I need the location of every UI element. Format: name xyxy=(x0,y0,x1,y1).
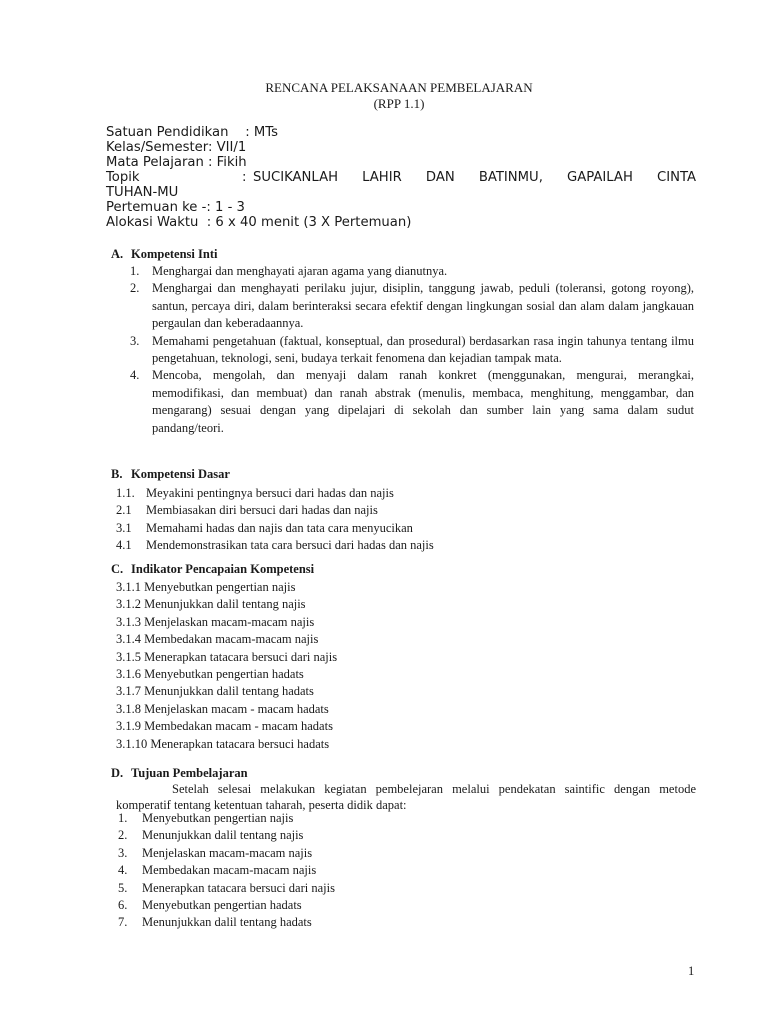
list-item-text: Menjelaskan macam-macam najis xyxy=(142,845,313,860)
list-item-text: Mencoba, mengolah, dan menyaji dalam ranah konkret (menggunakan, mengurai, merangkai, memodifikasi, dan membuat) dan ranah abstrak (menulis, membaca, menghitung, menggambar, dan mengarang) sesuai dengan yang dipelajari di sekolah dan sumber lain yang sama dalam sudut pandang/teori. xyxy=(152,368,694,435)
list-item-number: 4.1 xyxy=(116,537,132,552)
section-a-heading xyxy=(111,247,217,262)
list-item-text: Menghargai dan menghayati ajaran agama yang dianutnya. xyxy=(152,264,448,278)
list-item xyxy=(118,914,335,931)
list-item xyxy=(118,862,335,879)
list-item-text: Menyebutkan pengertian najis xyxy=(142,811,294,825)
list-item-text: Menunjukkan dalil tentang hadats xyxy=(142,915,312,930)
list-item-text: Menerapkan tatacara bersuci dari najis xyxy=(142,880,335,895)
section-b-letter: B. xyxy=(111,467,123,481)
list-item-number: 1. xyxy=(118,811,128,825)
section-a-list xyxy=(130,263,694,437)
list-item-number: 3.1 xyxy=(116,520,132,535)
list-item-number: 5. xyxy=(118,880,128,895)
identity-block xyxy=(106,125,696,230)
section-a-title: Kompetensi Inti xyxy=(131,247,218,261)
list-item-text: Menghargai dan menghayati perilaku jujur, disiplin, tanggung jawab, peduli (toleransi, gotong royong), santun, percaya diri, dalam berinteraksi secara efektif dengan lingkungan sosial dan alam dalam jangkauan pergaulan dan keberadaannya. xyxy=(152,281,694,331)
list-item: 3.1.1 Menyebutkan pengertian najis xyxy=(116,580,296,594)
identity-satuan: Satuan Pendidikan : MTs xyxy=(106,125,279,140)
list-item-text: Memahami hadas dan najis dan tata cara menyucikan xyxy=(146,520,413,535)
list-item xyxy=(118,880,335,897)
list-item: 3.1.3 Menjelaskan macam-macam najis xyxy=(116,614,315,629)
list-item-number: 1.1. xyxy=(116,486,135,500)
list-item-number: 2. xyxy=(130,281,140,296)
list-item xyxy=(130,367,694,437)
list-item xyxy=(116,537,434,554)
section-c-letter: C. xyxy=(111,562,124,576)
section-b-list xyxy=(116,485,434,554)
section-d-intro: Setelah selesai melakukan kegiatan pembelejaran melalui pendekatan saintific dengan metode komperatif tentang ketentuan taharah, peserta didik dapat: xyxy=(116,782,696,812)
list-item: 3.1.2 Menunjukkan dalil tentang najis xyxy=(116,597,306,612)
list-item-number: 4. xyxy=(118,863,128,878)
list-item-number: 2. xyxy=(118,828,128,843)
list-item-number: 1. xyxy=(130,264,140,278)
list-item: 3.1.10 Menerapkan tatacara bersuci hadats xyxy=(116,736,330,751)
list-item: 3.1.8 Menjelaskan macam - macam hadats xyxy=(116,701,329,716)
list-item xyxy=(118,845,335,862)
list-item-text: Membedakan macam-macam najis xyxy=(142,863,317,878)
topik-value: SUCIKANLAH LAHIR DAN BATINMU, GAPAILAH CINTA xyxy=(253,170,696,185)
section-b-heading xyxy=(111,467,230,482)
section-c-title: Indikator Pencapaian Kompetensi xyxy=(131,562,315,576)
list-item xyxy=(116,502,434,519)
list-item xyxy=(118,810,335,827)
section-d-title: Tujuan Pembelajaran xyxy=(131,766,248,780)
list-item-number: 6. xyxy=(118,898,128,913)
page-number: 1 xyxy=(688,964,695,978)
list-item xyxy=(130,263,694,280)
list-item-number: 3. xyxy=(118,845,128,860)
list-item xyxy=(130,333,694,368)
identity-alokasi: Alokasi Waktu : 6 x 40 menit (3 X Pertemuan) xyxy=(106,215,412,230)
topik-value-continued: TUHAN-MU xyxy=(106,185,179,200)
list-item xyxy=(116,485,434,502)
list-item-text: Membiasakan diri bersuci dari hadas dan najis xyxy=(146,503,378,518)
list-item: 3.1.5 Menerapkan tatacara bersuci dari najis xyxy=(116,649,338,664)
list-item: 3.1.7 Menunjukkan dalil tentang hadats xyxy=(116,684,314,699)
topik-label: Topik xyxy=(106,170,140,185)
list-item xyxy=(130,280,694,332)
list-item-text: Mendemonstrasikan tata cara bersuci dari hadas dan najis xyxy=(146,537,434,552)
list-item-number: 2.1 xyxy=(116,503,132,518)
document-title: RENCANA PELAKSANAAN PEMBELAJARAN xyxy=(265,80,533,95)
section-d-list xyxy=(118,810,335,932)
identity-mapel: Mata Pelajaran : Fikih xyxy=(106,155,247,170)
list-item-number: 7. xyxy=(118,915,128,930)
list-item: 3.1.9 Membedakan macam - macam hadats xyxy=(116,719,333,734)
list-item xyxy=(118,897,335,914)
section-d-heading xyxy=(111,766,248,781)
list-item-number: 3. xyxy=(130,333,140,348)
section-b-title: Kompetensi Dasar xyxy=(131,467,230,481)
section-d-letter: D. xyxy=(111,766,124,780)
list-item-text: Menyebutkan pengertian hadats xyxy=(142,898,302,913)
identity-kelas: Kelas/Semester: VII/1 xyxy=(106,140,247,155)
section-a-letter: A. xyxy=(111,247,124,261)
topik-colon: : xyxy=(242,170,247,185)
list-item: 3.1.6 Menyebutkan pengertian hadats xyxy=(116,667,304,682)
section-c-heading xyxy=(111,562,314,577)
section-c-list xyxy=(116,579,337,753)
identity-topik xyxy=(106,170,696,185)
list-item-text: Menunjukkan dalil tentang najis xyxy=(142,828,304,843)
document-subtitle: (RPP 1.1) xyxy=(373,96,425,111)
list-item xyxy=(116,520,434,537)
list-item-text: Meyakini pentingnya bersuci dari hadas dan najis xyxy=(146,486,394,500)
identity-pertemuan: Pertemuan ke -: 1 - 3 xyxy=(106,200,245,215)
list-item-text: Memahami pengetahuan (faktual, konseptual, dan prosedural) berdasarkan rasa ingin tahunya tentang ilmu pengetahuan, teknologi, seni, budaya terkait fenomena dan kejadian tampak mata. xyxy=(152,333,694,366)
list-item-number: 4. xyxy=(130,368,140,383)
list-item xyxy=(118,827,335,844)
list-item: 3.1.4 Membedakan macam-macam najis xyxy=(116,632,319,647)
